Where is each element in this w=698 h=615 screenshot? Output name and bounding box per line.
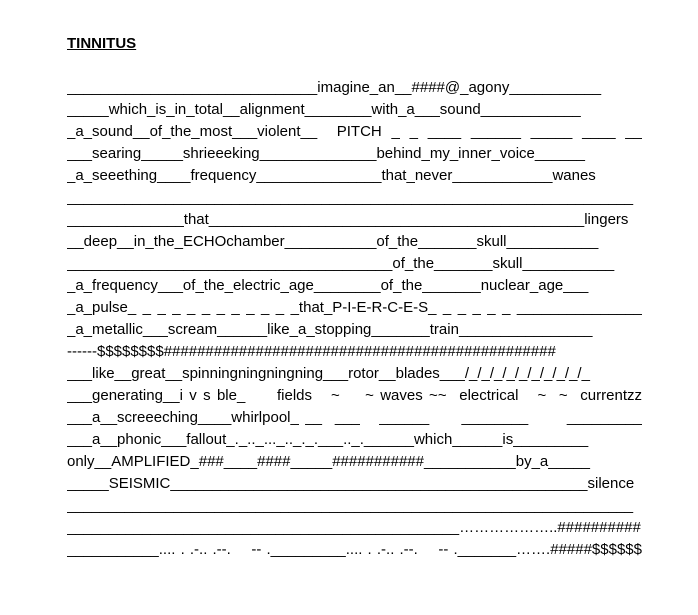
- poem-body: [67, 77, 642, 561]
- poem-line: _a_pulse_ _ _ _ _ _ _ _ _ _ _ _that_P-I-E-R-C-E-S_ _ _ _ _ _ _______________: [67, 299, 642, 316]
- poem-line: __deep__in_the_ECHOchamber___________of_the_______skull___________: [67, 233, 599, 250]
- poem-line: _______________________________________________………………..##########: [67, 519, 641, 536]
- poem-line: _____SEISMIC__________________________________________________silence: [67, 475, 635, 492]
- poem-line: _______________________________________of_the_______skull___________: [67, 255, 615, 272]
- poem-line: ___a__screeeching____whirlpool_ __ ___ ______ ________ _________: [67, 409, 642, 426]
- poem-line: _a_frequency___of_the_electric_age________of_the_______nuclear_age___: [67, 277, 589, 294]
- poem-line: _____________________________________________________________________: [67, 190, 634, 206]
- poem-line: ______________________________imagine_an__####@_agony___________: [67, 79, 602, 96]
- poem-line: ______________that_____________________________________________lingers: [67, 211, 629, 228]
- poem-line: _a_metallic___scream______like_a_stopping_______train________________: [67, 321, 593, 338]
- poem-line: ___generating__i v s ble_ fields ~ ~ waves ~~ electrical ~ ~ currentzz: [67, 387, 642, 404]
- poem-line: _a_seeething____frequency_______________that_never____________wanes: [67, 167, 596, 184]
- document-page: [67, 33, 642, 561]
- poem-line: only__AMPLIFIED_###____####_____###########___________by_a_____: [67, 453, 590, 470]
- poem-line: _____________________________________________________________________: [67, 498, 634, 514]
- poem-line: ___________.... . .-.. .--. -- ._________.... . .-.. .--. -- ._______…….#####$$$$$$: [67, 541, 642, 558]
- poem-line: ------$$$$$$$$###############################################: [67, 343, 556, 360]
- poem-line: ___a__phonic___fallout_._.._..._.._._.___.._.______which______is_________: [67, 431, 589, 448]
- poem-line: ___searing_____shrieeeking______________behind_my_inner_voice______: [67, 145, 585, 162]
- poem-line: ___like__great__spinningningningning___rotor__blades___/_/_/_/_/_/_/_/_/_/_: [67, 365, 590, 382]
- poem-line: _a_sound__of_the_most___violent__ PITCH _ _ ____ ______ _____ ____ __: [67, 123, 642, 140]
- poem-line: _____which_is_in_total__alignment________with_a___sound____________: [67, 101, 581, 118]
- document-title: TINNITUS: [67, 35, 137, 52]
